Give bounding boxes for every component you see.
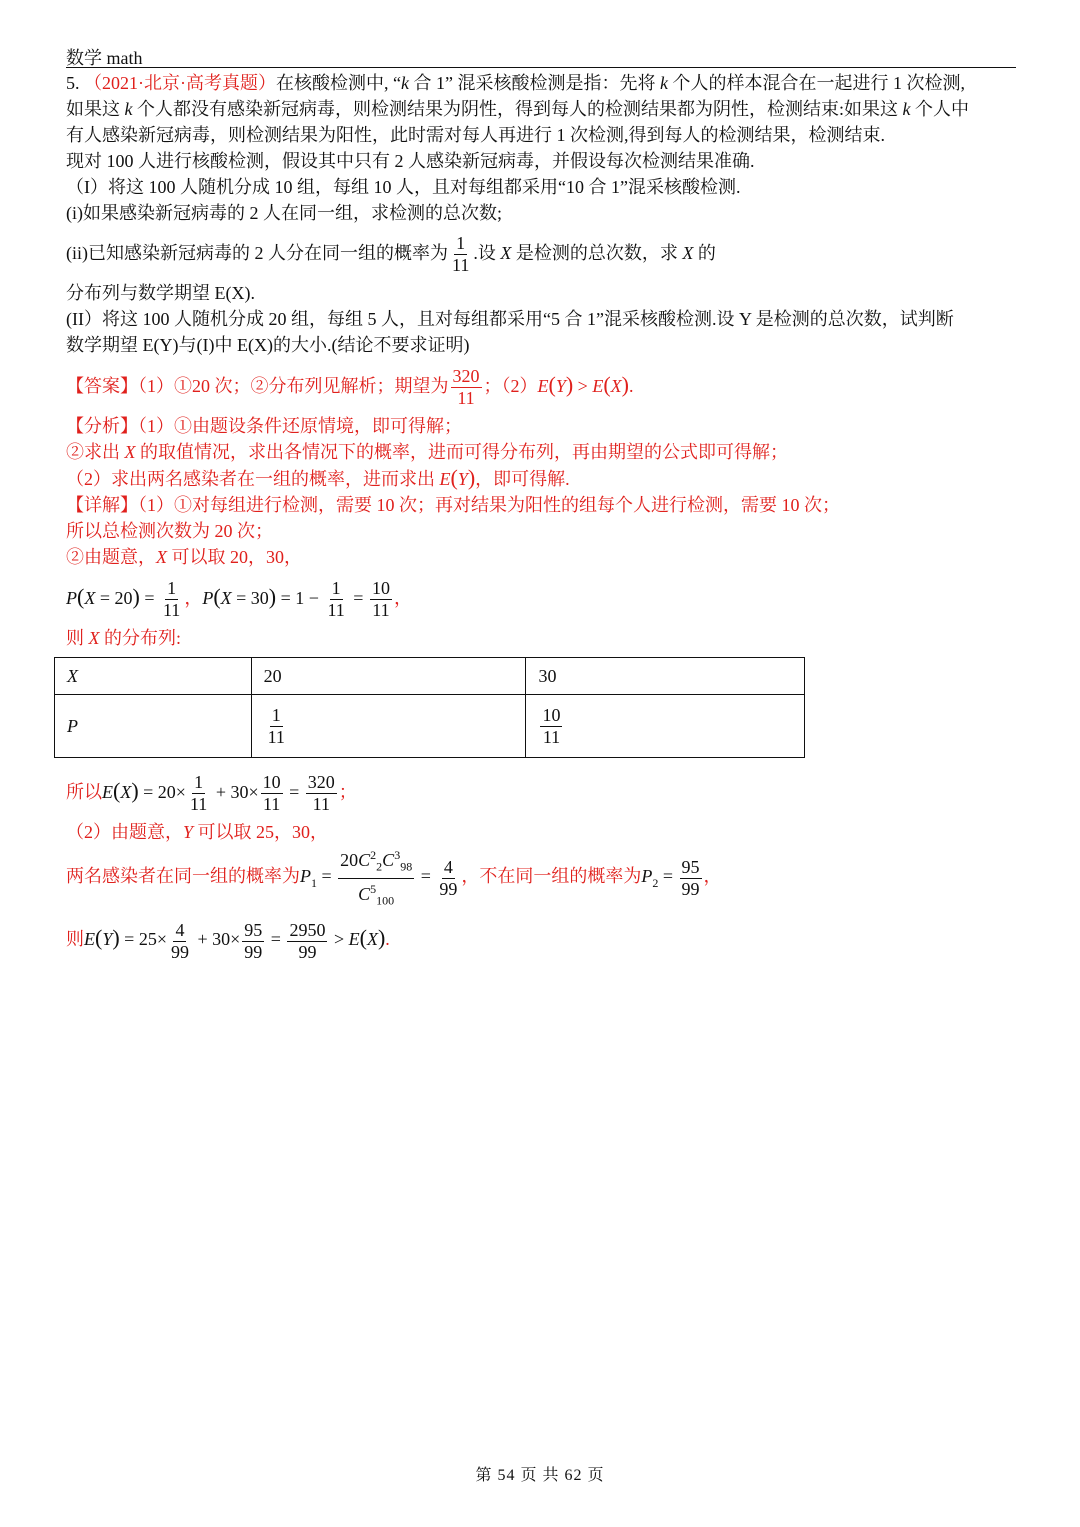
problem-line-3: 有人感染新冠病毒，则检测结果为阳性，此时需对每人再进行 1 次检测,得到每人的检测结果，检测结束.	[66, 125, 885, 145]
problem-source: （2021·北京·高考真题）	[84, 73, 276, 93]
analysis-line-3: （2）求出两名感染者在一组的概率，进而求出 E(Y)，即可得解.	[66, 465, 570, 490]
fraction: $\frac{4}{99}$	[170, 919, 189, 962]
problem-line-8: 分布列与数学期望 E(X).	[66, 283, 255, 303]
fraction: $\frac{1}{11}$	[162, 578, 181, 621]
part-2-line: （2）由题意，Y 可以取 25，30，	[66, 822, 329, 842]
fraction: $\frac{1}{11}$	[452, 233, 470, 276]
detail-line-3: ②由题意，X 可以取 20，30，	[66, 547, 302, 567]
problem-number: 5.	[66, 73, 80, 93]
probability-line: P(X = 20) = $\frac{1}{11}$ ，P(X = 30) = 1 − $\frac{1}{11}$ = $\frac{10}{11}$ ，	[66, 578, 412, 621]
table-row	[55, 658, 805, 695]
page-header: 数学 math	[66, 48, 143, 68]
document-body	[66, 70, 1016, 966]
table-cell: 30	[526, 658, 805, 695]
fraction: $\frac{1}{11}$	[189, 772, 208, 815]
page-footer: 第 54 页 共 62 页	[475, 1467, 605, 1484]
problem-part-2: (II）将这 100 人随机分成 20 组，每组 5 人，且对每组都采用“5 合 1”混采核酸检测.设 Y 是检测的总次数，试判断	[66, 309, 954, 329]
problem-part-1: （I）将这 100 人随机分成 10 组，每组 10 人，且对每组都采用“10 合 1”混采核酸检测.	[66, 177, 741, 197]
problem-line-4: 现对 100 人进行核酸检测，假设其中只有 2 人感染新冠病毒，并假设每次检测结果准确.	[66, 151, 755, 171]
detail-line-2: 所以总检测次数为 20 次；	[66, 521, 273, 541]
fraction: $\frac{95}{99}$	[244, 919, 263, 962]
fraction: $\frac{95}{99}$	[681, 856, 700, 899]
table-row	[55, 695, 805, 758]
fraction: $\frac{1}{11}$	[327, 578, 345, 621]
analysis-line-1: 【分析】（1）①由题设条件还原情境，即可得解；	[66, 416, 462, 436]
table-cell: 20	[251, 658, 526, 695]
distribution-table-wrap	[54, 657, 1016, 758]
fraction: $\frac{1}{11}$	[267, 704, 285, 747]
fraction: $\frac{10}{11}$	[542, 704, 561, 747]
distribution-table	[54, 657, 805, 758]
fraction: $\frac{320}{11}$	[307, 772, 335, 815]
problem-line-1: 5. （2021·北京·高考真题）在核酸检测中, “k 合 1” 混采核酸检测是指：先将 k 个人的样本混合在一起进行 1 次检测,	[66, 73, 965, 93]
detail-line-1: 【详解】（1）①对每组进行检测，需要 10 次；再对结果为阳性的组每个人进行检测，需要 10 次；	[66, 495, 840, 515]
expectation-y-line: 则E(Y) = 25× $\frac{4}{99}$ + 30× $\frac{95}{99}$ = $\frac{2950}{99}$ > E(X).	[66, 919, 390, 962]
fraction: $\frac{20C^2_2C^3_{98}}{C^5_{100}}$	[338, 845, 414, 911]
table-cell	[526, 695, 805, 758]
table-cell	[251, 695, 526, 758]
problem-part-1-ii: (ii)已知感染新冠病毒的 2 人分在同一组的概率为 $\frac{1}{11}$ .设 X 是检测的总次数，求 X 的	[66, 233, 716, 276]
fraction: $\frac{10}{11}$	[262, 772, 281, 815]
problem-line-2: 如果这 k 个人都没有感染新冠病毒，则检测结果为阴性，得到每人的检测结果都为阴性，检测结束:如果这 k 个人中	[66, 99, 969, 119]
problem-part-1-i: (i)如果感染新冠病毒的 2 人在同一组，求检测的总次数;	[66, 203, 502, 223]
header-divider	[66, 67, 1016, 68]
analysis-tag: 【分析】	[66, 416, 138, 436]
analysis-line-2: ②求出 X 的取值情况，求出各情况下的概率，进而可得分布列，再由期望的公式即可得解；	[66, 442, 788, 462]
answer-tag: 【答案】	[66, 376, 138, 396]
detail-tag: 【详解】	[66, 495, 138, 515]
group-probability-line: 两名感染者在同一组的概率为$P_1$ = $\frac{20C^2_2C^3_{98}}{C^5_{100}}$ = $\frac{4}{99}$ ，不在同一组的概率为$P_2$ = $\frac{95}{99}$ ，	[66, 845, 1016, 911]
problem-line-10: 数学期望 E(Y)与(I)中 E(X)的大小.(结论不要求证明)	[66, 335, 470, 355]
answer-line: 【答案】（1）①20 次；②分布列见解析；期望为 $\frac{320}{11}$ ；（2）E(Y) > E(X).	[66, 366, 634, 409]
distribution-heading: 则 X 的分布列:	[66, 628, 182, 648]
fraction: $\frac{320}{11}$	[452, 366, 480, 409]
fraction: $\frac{4}{99}$	[439, 856, 458, 899]
fraction: $\frac{2950}{99}$	[289, 919, 326, 962]
expectation-x-line: 所以E(X) = 20× $\frac{1}{11}$ + 30× $\frac{10}{11}$ = $\frac{320}{11}$ ；	[66, 772, 357, 815]
table-cell: X	[55, 658, 252, 695]
fraction: $\frac{10}{11}$	[371, 578, 390, 621]
table-cell: P	[55, 695, 252, 758]
